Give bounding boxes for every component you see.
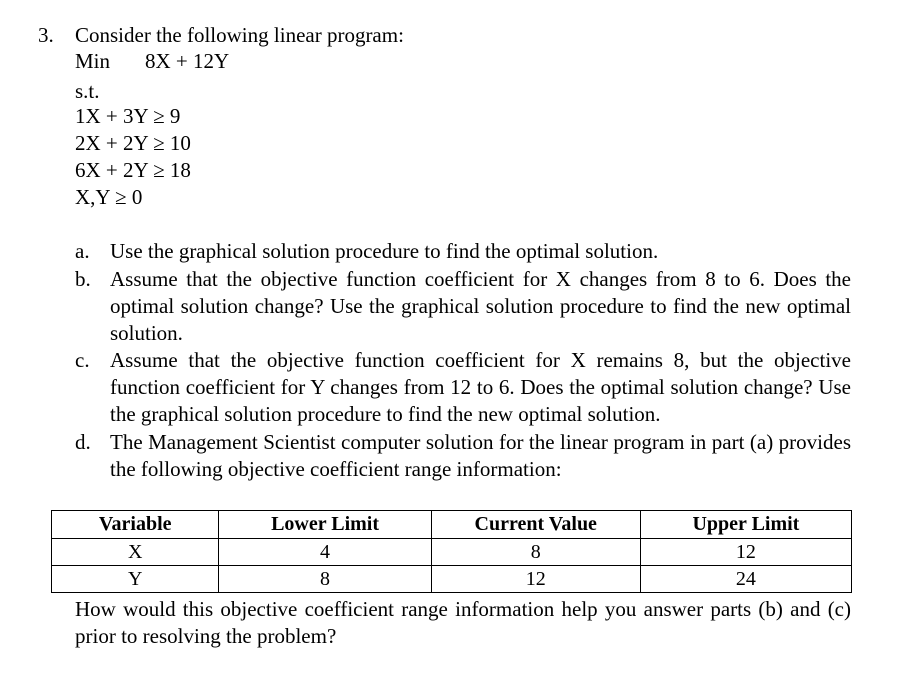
cell-variable: X [52, 539, 219, 566]
closing-question: How would this objective coefficient range information help you answer parts (b) and (c) prior to resolving the problem? [75, 597, 851, 648]
part-d-letter: d. [75, 430, 91, 454]
cell-upper-limit: 12 [640, 539, 851, 566]
header-current-value: Current Value [431, 511, 640, 539]
constraint-nonnegativity: X,Y ≥ 0 [75, 185, 143, 209]
header-lower-limit: Lower Limit [219, 511, 431, 539]
header-variable: Variable [52, 511, 219, 539]
table-row [52, 566, 852, 593]
part-c-text: Assume that the objective function coefficient for X remains 8, but the objective function coefficient for Y changes from 12 to 6. Does the optimal solution change? Use the graphical solution procedure to find the new optimal solution. [110, 348, 851, 426]
constraint-1: 1X + 3Y ≥ 9 [75, 104, 181, 128]
part-b-text: Assume that the objective function coefficient for X changes from 8 to 6. Does the optimal solution change? Use the graphical solution procedure to find the new optimal solution. [110, 267, 851, 345]
part-a-text: Use the graphical solution procedure to find the optimal solution. [110, 239, 659, 263]
part-c-letter: c. [75, 348, 90, 372]
subject-to-label: s.t. [75, 79, 100, 103]
objective-coefficient-range-table [51, 510, 852, 593]
objective-function: 8X + 12Y [145, 49, 230, 73]
objective-label: Min [75, 49, 111, 73]
table-header-row [52, 511, 852, 539]
header-upper-limit: Upper Limit [640, 511, 851, 539]
part-d-text: The Management Scientist computer solution for the linear program in part (a) provides the following objective coefficient range information: [110, 430, 851, 481]
cell-current-value: 8 [431, 539, 640, 566]
cell-variable: Y [52, 566, 219, 593]
constraint-2: 2X + 2Y ≥ 10 [75, 131, 191, 155]
problem-number: 3. [38, 23, 54, 47]
part-b-letter: b. [75, 267, 91, 291]
problem-intro: Consider the following linear program: [75, 23, 404, 47]
part-a-letter: a. [75, 239, 90, 263]
cell-lower-limit: 4 [219, 539, 431, 566]
constraint-3: 6X + 2Y ≥ 18 [75, 158, 191, 182]
cell-upper-limit: 24 [640, 566, 851, 593]
table-row [52, 539, 852, 566]
cell-current-value: 12 [431, 566, 640, 593]
cell-lower-limit: 8 [219, 566, 431, 593]
